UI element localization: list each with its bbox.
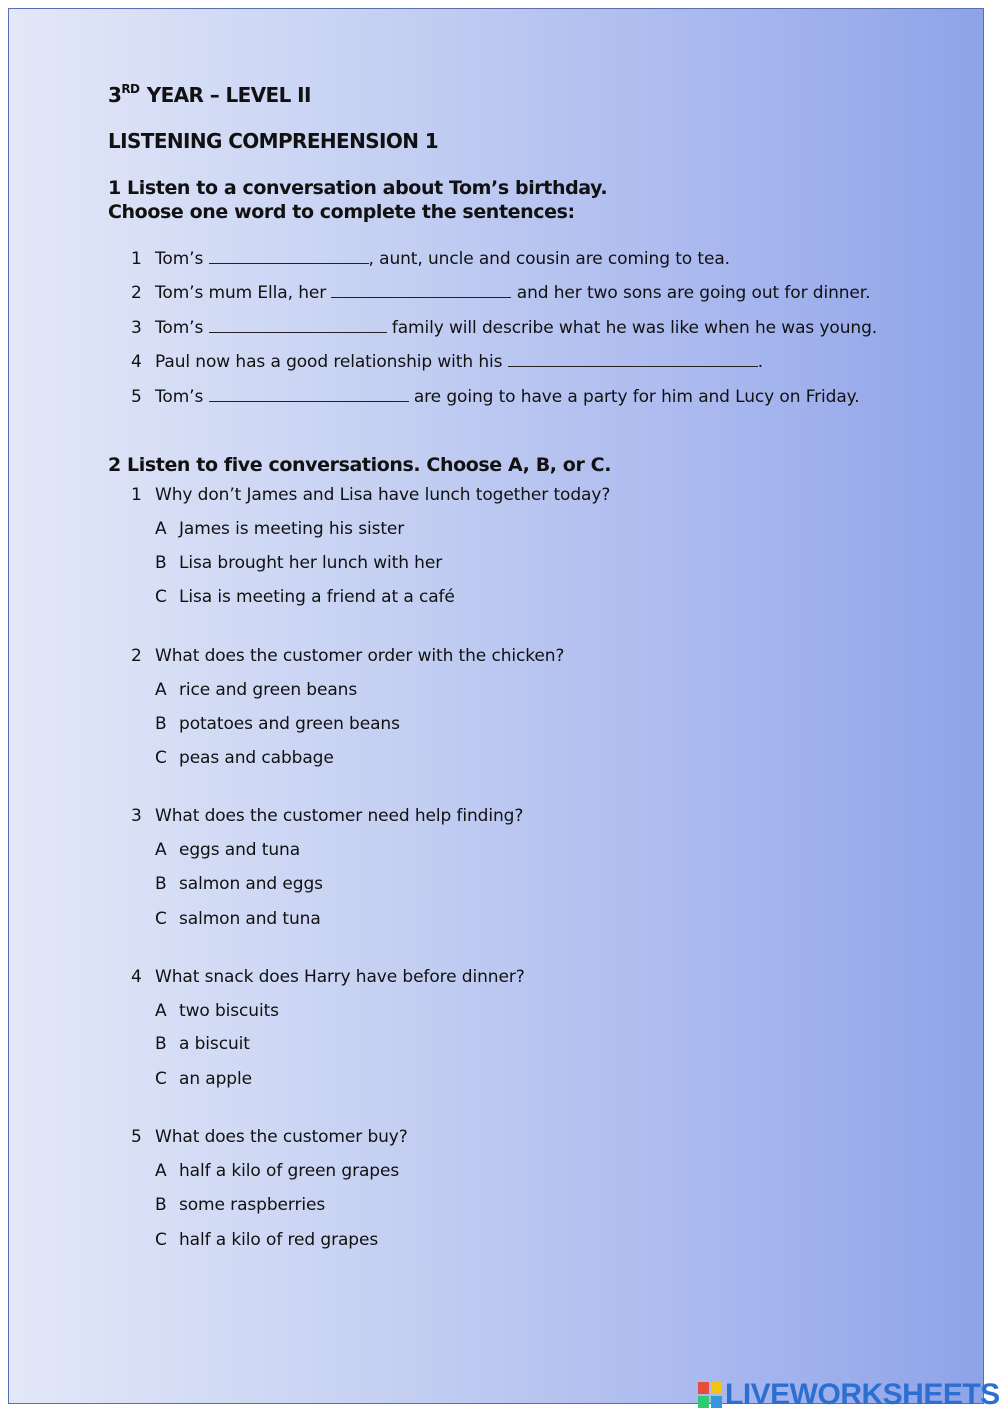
item-text-before: Tom’s — [155, 318, 209, 338]
option-text: Lisa brought her lunch with her — [179, 553, 443, 573]
option-text: an apple — [179, 1069, 252, 1089]
option-letter: A — [155, 519, 167, 539]
option-text: rice and green beans — [179, 680, 358, 700]
item-number: 2 — [131, 283, 142, 303]
option-letter: B — [155, 553, 167, 573]
option-letter: A — [155, 840, 167, 860]
year-superscript: RD — [121, 82, 140, 96]
question-number: 1 — [131, 485, 142, 505]
option-letter: C — [155, 1069, 167, 1089]
question-text: What does the customer need help finding? — [155, 806, 524, 826]
option-letter: C — [155, 748, 167, 768]
item-text-after: . — [757, 352, 764, 372]
answer-option[interactable] — [155, 1195, 325, 1215]
year-level: YEAR – LEVEL II — [140, 83, 311, 107]
answer-option[interactable] — [155, 519, 404, 539]
section1-instruction — [108, 176, 607, 224]
item-text-before: Tom’s — [155, 249, 209, 269]
gap-fill-item — [131, 248, 730, 269]
gap-fill-item — [131, 386, 860, 407]
answer-option[interactable] — [155, 714, 400, 734]
answer-blank[interactable] — [331, 282, 511, 298]
section1-instruction-line2: Choose one word to complete the sentences: — [108, 201, 575, 223]
answer-option[interactable] — [155, 1001, 279, 1021]
question — [131, 967, 525, 987]
question — [131, 1127, 408, 1147]
question-number: 4 — [131, 967, 142, 987]
item-text-before: Paul now has a good relationship with his — [155, 352, 508, 372]
item-number: 1 — [131, 249, 142, 269]
option-text: eggs and tuna — [179, 840, 301, 860]
question — [131, 485, 610, 505]
answer-option[interactable] — [155, 553, 442, 573]
option-letter: A — [155, 680, 167, 700]
liveworksheets-logo-icon — [697, 1381, 723, 1409]
page-title — [108, 83, 311, 107]
answer-option[interactable] — [155, 1069, 252, 1089]
option-letter: B — [155, 1034, 167, 1054]
option-letter: B — [155, 1195, 167, 1215]
question — [131, 646, 564, 666]
option-letter: C — [155, 909, 167, 929]
item-text-before: Tom’s — [155, 387, 209, 407]
page-subtitle: LISTENING COMPREHENSION 1 — [108, 129, 439, 153]
option-letter: C — [155, 587, 167, 607]
option-text: potatoes and green beans — [179, 714, 400, 734]
answer-option[interactable] — [155, 748, 334, 768]
section2-instruction: 2 Listen to five conversations. Choose A, B, or C. — [108, 454, 612, 476]
option-letter: B — [155, 714, 167, 734]
question-number: 2 — [131, 646, 142, 666]
answer-blank[interactable] — [209, 248, 369, 264]
answer-option[interactable] — [155, 1034, 250, 1054]
answer-option[interactable] — [155, 909, 321, 929]
option-text: half a kilo of red grapes — [179, 1230, 379, 1250]
answer-option[interactable] — [155, 874, 323, 894]
answer-option[interactable] — [155, 680, 357, 700]
option-text: salmon and tuna — [179, 909, 321, 929]
item-text-after: are going to have a party for him and Lucy on Friday. — [408, 387, 860, 407]
year-number: 3 — [108, 83, 122, 107]
item-text-after: and her two sons are going out for dinner. — [511, 283, 871, 303]
option-letter: C — [155, 1230, 167, 1250]
answer-blank[interactable] — [508, 351, 758, 367]
option-letter: A — [155, 1001, 167, 1021]
liveworksheets-brand[interactable] — [697, 1378, 1000, 1412]
item-number: 3 — [131, 318, 142, 338]
section1-instruction-line1: 1 Listen to a conversation about Tom’s birthday. — [108, 177, 608, 199]
option-text: two biscuits — [179, 1001, 279, 1021]
option-text: James is meeting his sister — [179, 519, 405, 539]
option-text: Lisa is meeting a friend at a café — [179, 587, 455, 607]
option-text: some raspberries — [179, 1195, 326, 1215]
question-number: 3 — [131, 806, 142, 826]
item-number: 5 — [131, 387, 142, 407]
gap-fill-item — [131, 282, 870, 303]
question-text: What does the customer buy? — [155, 1127, 408, 1147]
option-text: half a kilo of green grapes — [179, 1161, 400, 1181]
answer-option[interactable] — [155, 1230, 378, 1250]
question-number: 5 — [131, 1127, 142, 1147]
answer-option[interactable] — [155, 1161, 399, 1181]
option-letter: A — [155, 1161, 167, 1181]
question-text: What snack does Harry have before dinner? — [155, 967, 525, 987]
option-text: salmon and eggs — [179, 874, 323, 894]
item-text-before: Tom’s mum Ella, her — [155, 283, 332, 303]
answer-blank[interactable] — [209, 386, 409, 402]
gap-fill-item — [131, 351, 763, 372]
item-text-after: family will describe what he was like when he was young. — [386, 318, 878, 338]
item-number: 4 — [131, 352, 142, 372]
question — [131, 806, 523, 826]
option-text: a biscuit — [179, 1034, 250, 1054]
answer-option[interactable] — [155, 840, 300, 860]
brand-name: LIVEWORKSHEETS — [725, 1378, 1000, 1411]
question-text: What does the customer order with the chicken? — [155, 646, 565, 666]
gap-fill-item — [131, 317, 877, 338]
option-letter: B — [155, 874, 167, 894]
question-text: Why don’t James and Lisa have lunch together today? — [155, 485, 611, 505]
worksheet-page — [8, 8, 984, 1404]
item-text-after: , aunt, uncle and cousin are coming to tea. — [368, 249, 730, 269]
answer-option[interactable] — [155, 587, 455, 607]
option-text: peas and cabbage — [179, 748, 334, 768]
answer-blank[interactable] — [209, 317, 387, 333]
